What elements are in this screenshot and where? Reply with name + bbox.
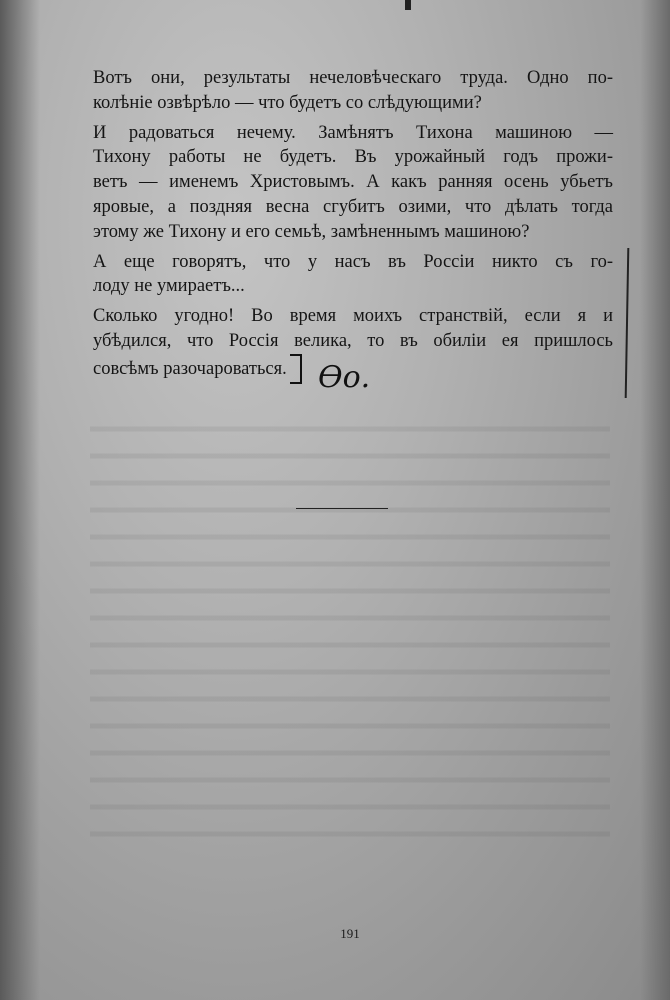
paragraph xyxy=(93,250,613,300)
paragraph xyxy=(93,66,613,116)
text-line: колѣніе озвѣрѣло — что будетъ со слѣдующими? xyxy=(93,92,482,113)
page-number: 191 xyxy=(340,926,360,941)
handwritten-annotation: Ѳо. xyxy=(318,360,371,395)
text-line: А еще говорятъ, что у насъ въ Россіи никто съ го- xyxy=(93,251,613,272)
paragraph xyxy=(93,121,613,245)
text-line: ветъ — именемъ Христовымъ. А какъ ранняя осень убьетъ xyxy=(93,172,613,193)
body-text xyxy=(93,66,613,384)
section-rule xyxy=(296,508,388,509)
margin-pencil-line xyxy=(625,248,630,398)
text-line: яровые, а поздняя весна сгубитъ озими, что дѣлать тогда xyxy=(93,196,613,217)
top-edge-mark xyxy=(405,0,411,10)
text-line: убѣдился, что Россія велика, то въ обиліи ея пришлось xyxy=(93,330,613,351)
edge-shadow xyxy=(640,0,670,1000)
text-line: совсѣмъ разочароваться. xyxy=(93,358,287,379)
show-through-text xyxy=(90,410,610,840)
text-line: Сколько угодно! Во время моихъ странствій, если я и xyxy=(93,306,613,327)
binding-shadow xyxy=(0,0,40,1000)
text-line: Вотъ они, результаты нечеловѣческаго труда. Одно по- xyxy=(93,68,613,88)
text-line: И радоваться нечему. Замѣнятъ Тихона машиною — xyxy=(93,122,613,143)
text-line: лоду не умираетъ... xyxy=(93,276,245,297)
text-line: Тихону работы не будетъ. Въ урожайный годъ прожи- xyxy=(93,147,613,168)
bracket-mark xyxy=(290,354,302,384)
text-line: этому же Тихону и его семьѣ, замѣненнымъ машиною? xyxy=(93,221,530,242)
